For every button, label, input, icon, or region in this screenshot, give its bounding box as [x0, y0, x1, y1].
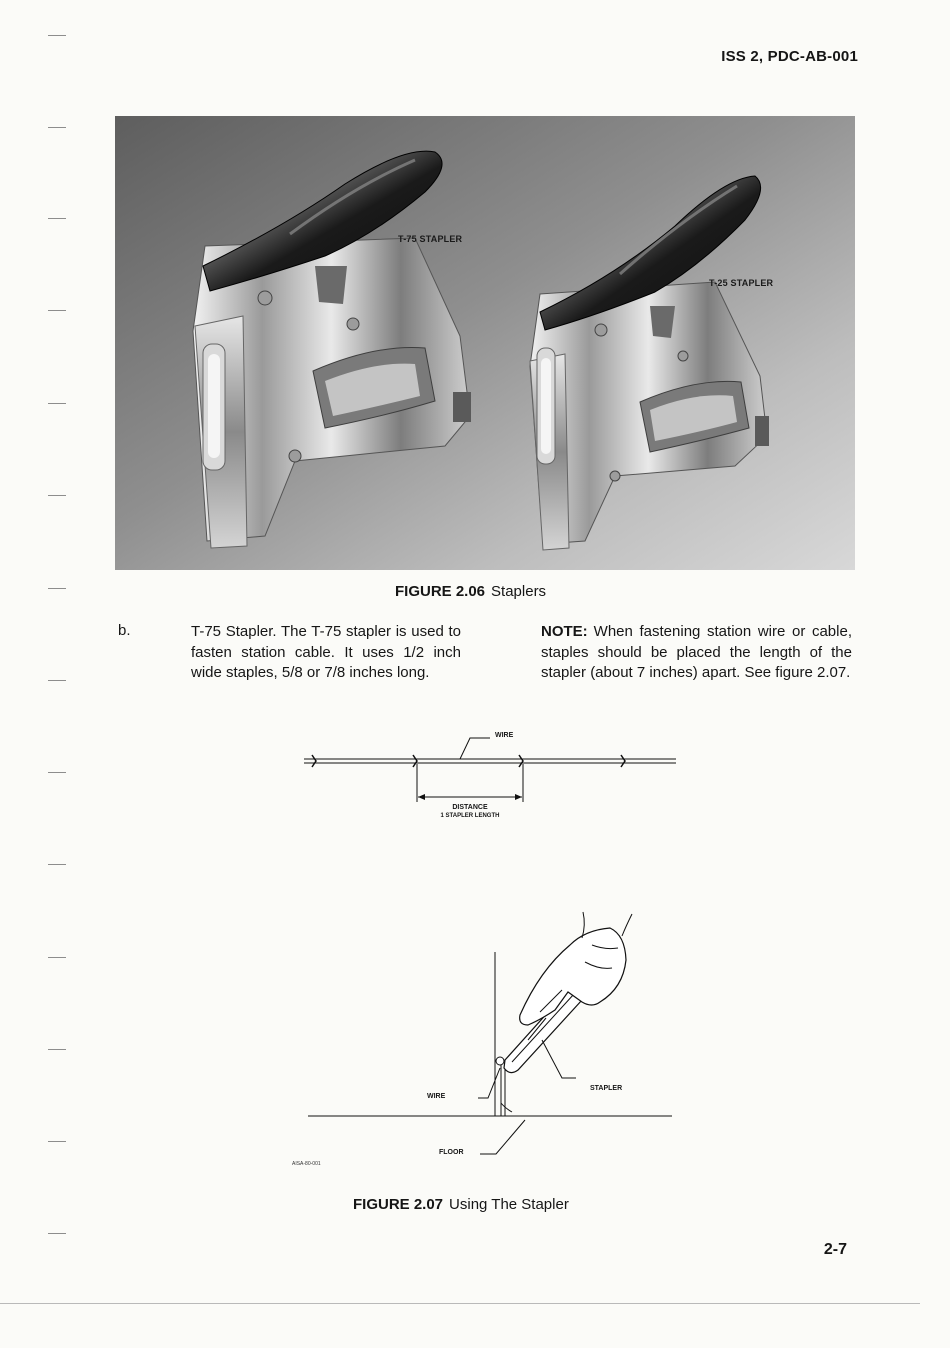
wire-label-top: WIRE [495, 732, 514, 739]
margin-tick [48, 310, 66, 311]
bottom-rule [0, 1303, 920, 1304]
note-paragraph [541, 622, 852, 684]
t75-paragraph-text: T-75 Stapler. The T-75 stapler is used to fasten station cable. It uses 1/2 inch wide staples, 5/8 or 7/8 inches long. [191, 623, 461, 681]
figure-207-number: FIGURE 2.07 [353, 1196, 444, 1213]
figure-207-caption [353, 1196, 569, 1213]
document-id: ISS 2, PDC-AB-001 [721, 48, 858, 65]
margin-tick [48, 957, 66, 958]
margin-tick [48, 35, 66, 36]
margin-tick [48, 1049, 66, 1050]
figure-206-caption [395, 583, 546, 600]
t25-label: T-25 STAPLER [709, 278, 774, 288]
item-letter: b. [118, 622, 131, 639]
margin-tick [48, 495, 66, 496]
stapler-usage-diagram [300, 900, 680, 1160]
margin-tick [48, 588, 66, 589]
margin-tick [48, 1141, 66, 1142]
stapler-label: STAPLER [590, 1085, 623, 1092]
stapler-usage-drawing [300, 900, 680, 1160]
t75-label: T-75 STAPLER [398, 234, 463, 244]
note-text: When fastening station wire or cable, staples should be placed the length of the stapler (about 7 inches) apart. See figure 2.07. [541, 623, 852, 681]
margin-tick [48, 218, 66, 219]
note-label: NOTE: [541, 623, 588, 640]
figure-206-title: Staplers [491, 583, 547, 600]
t75-paragraph [191, 622, 461, 684]
wire-label-bottom: WIRE [427, 1093, 446, 1100]
margin-tick [48, 1233, 66, 1234]
distance-label: DISTANCE [452, 804, 488, 811]
margin-tick [48, 864, 66, 865]
staplers-photo [115, 116, 855, 570]
distance-sublabel: 1 STAPLER LENGTH [440, 813, 500, 819]
margin-tick [48, 772, 66, 773]
staple-spacing-diagram [300, 722, 680, 832]
page-number: 2-7 [823, 1241, 847, 1258]
staplers-photo-art [115, 116, 855, 570]
margin-tick [48, 403, 66, 404]
margin-tick [48, 680, 66, 681]
floor-label: FLOOR [439, 1149, 464, 1156]
figure-code: AISA-80-001 [292, 1161, 321, 1167]
figure-206-number: FIGURE 2.06 [395, 583, 486, 600]
margin-tick [48, 127, 66, 128]
figure-207-title: Using The Stapler [449, 1196, 569, 1213]
